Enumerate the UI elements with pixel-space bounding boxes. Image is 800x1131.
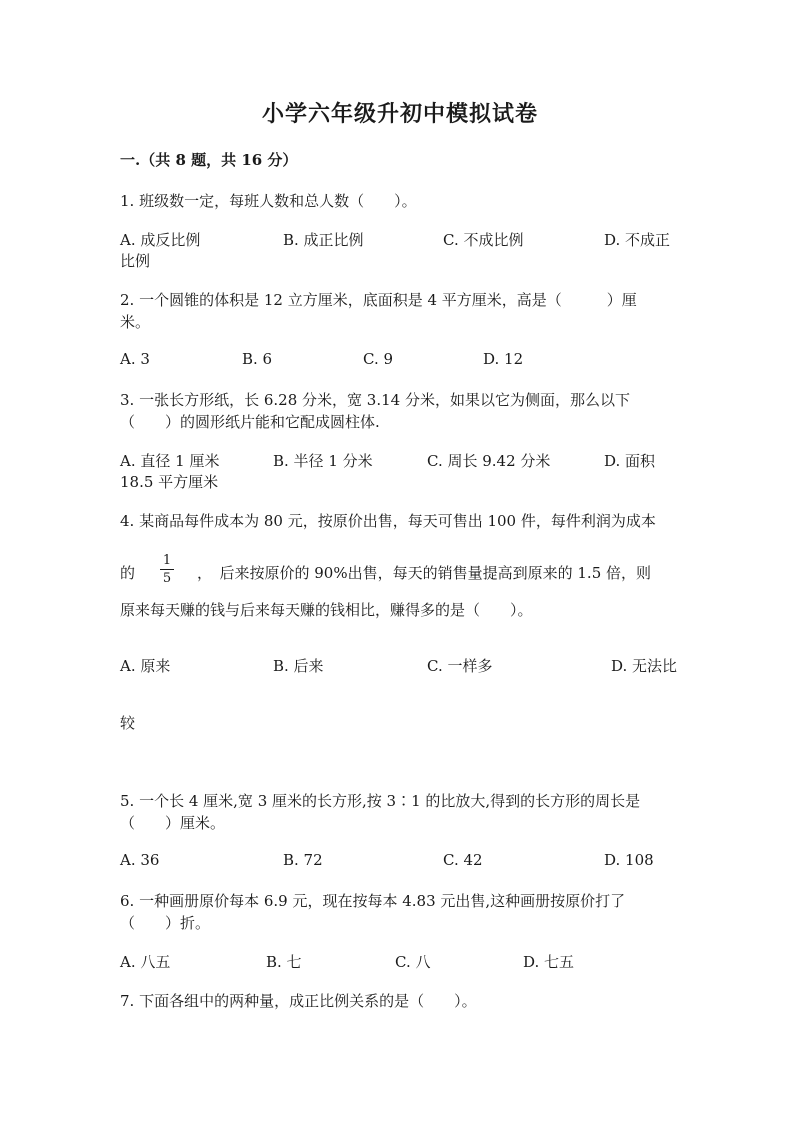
q3-option-d: D. 面积: [604, 452, 656, 470]
q3-option-b: B. 半径 1 分米: [273, 452, 373, 470]
q5-option-d: D. 108: [604, 851, 654, 869]
q2-option-a: A. 3: [120, 350, 150, 368]
q6-option-b: B. 七: [266, 953, 302, 971]
q6-option-d: D. 七五: [523, 953, 575, 971]
fraction-one-fifth: [160, 553, 174, 586]
q4-option-a: A. 原来: [120, 657, 171, 675]
q1-option-d: D. 不成正: [604, 231, 671, 249]
question-3-text: 3. 一张长方形纸，长 6.28 分米，宽 3.14 分米，如果以它为侧面，那么以下: [120, 391, 630, 409]
question-5-text-cont: （ ）厘米。: [120, 814, 226, 832]
q1-option-c: C. 不成比例: [443, 231, 524, 249]
q3-option-a: A. 直径 1 厘米: [120, 452, 220, 470]
question-3-text-cont: （ ）的圆形纸片能和它配成圆柱体.: [120, 413, 380, 431]
q4-option-c: C. 一样多: [427, 657, 493, 675]
exam-title: 小学六年级升初中模拟试卷: [261, 101, 538, 127]
section-heading: 一.（共 8 题，共 16 分）: [120, 151, 298, 169]
question-4-text-cont: 原来每天赚的钱与后来每天赚的钱相比，赚得多的是（ ）。: [120, 601, 533, 619]
question-6-text: 6. 一种画册原价每本 6.9 元，现在按每本 4.83 元出售,这种画册按原价打了: [120, 892, 626, 910]
q1-option-a: A. 成反比例: [120, 231, 201, 249]
q3-option-c: C. 周长 9.42 分米: [427, 452, 551, 470]
q1-option-b: B. 成正比例: [283, 231, 364, 249]
q3-option-d-wrap: 18.5 平方厘米: [120, 473, 219, 491]
q5-option-c: C. 42: [443, 851, 483, 869]
question-7-text: 7. 下面各组中的两种量，成正比例关系的是（ ）。: [120, 992, 477, 1010]
q4-option-b: B. 后来: [273, 657, 324, 675]
fraction-bar: [160, 569, 174, 570]
fraction-denominator: 5: [162, 571, 172, 586]
question-2-text-cont: 米。: [120, 313, 151, 331]
question-5-text: 5. 一个长 4 厘米,宽 3 厘米的长方形,按 3∶1 的比放大,得到的长方形的周长是: [120, 792, 641, 810]
q2-option-b: B. 6: [242, 350, 273, 368]
q5-option-a: A. 36: [120, 851, 160, 869]
question-4-text: 4. 某商品每件成本为 80 元，按原价出售，每天可售出 100 件，每件利润为成本: [120, 512, 656, 530]
question-4-text-pre-fraction: 的: [120, 564, 136, 582]
question-4-text-post-fraction: ， 后来按原价的 90%出售，每天的销售量提高到原来的 1.5 倍，则: [197, 564, 652, 582]
question-6-text-cont: （ ）折。: [120, 914, 211, 932]
q6-option-c: C. 八: [395, 953, 431, 971]
q4-option-d-wrap: 较: [120, 714, 136, 732]
question-2-text: 2. 一个圆锥的体积是 12 立方厘米，底面积是 4 平方厘米，高是（ ）厘: [120, 291, 637, 309]
question-1-text: 1. 班级数一定，每班人数和总人数（ ）。: [120, 192, 417, 210]
q5-option-b: B. 72: [283, 851, 323, 869]
q4-option-d: D. 无法比: [611, 657, 678, 675]
q2-option-c: C. 9: [363, 350, 394, 368]
q6-option-a: A. 八五: [120, 953, 171, 971]
q1-option-d-wrap: 比例: [120, 252, 151, 270]
q2-option-d: D. 12: [483, 350, 524, 368]
fraction-numerator: 1: [162, 553, 172, 568]
